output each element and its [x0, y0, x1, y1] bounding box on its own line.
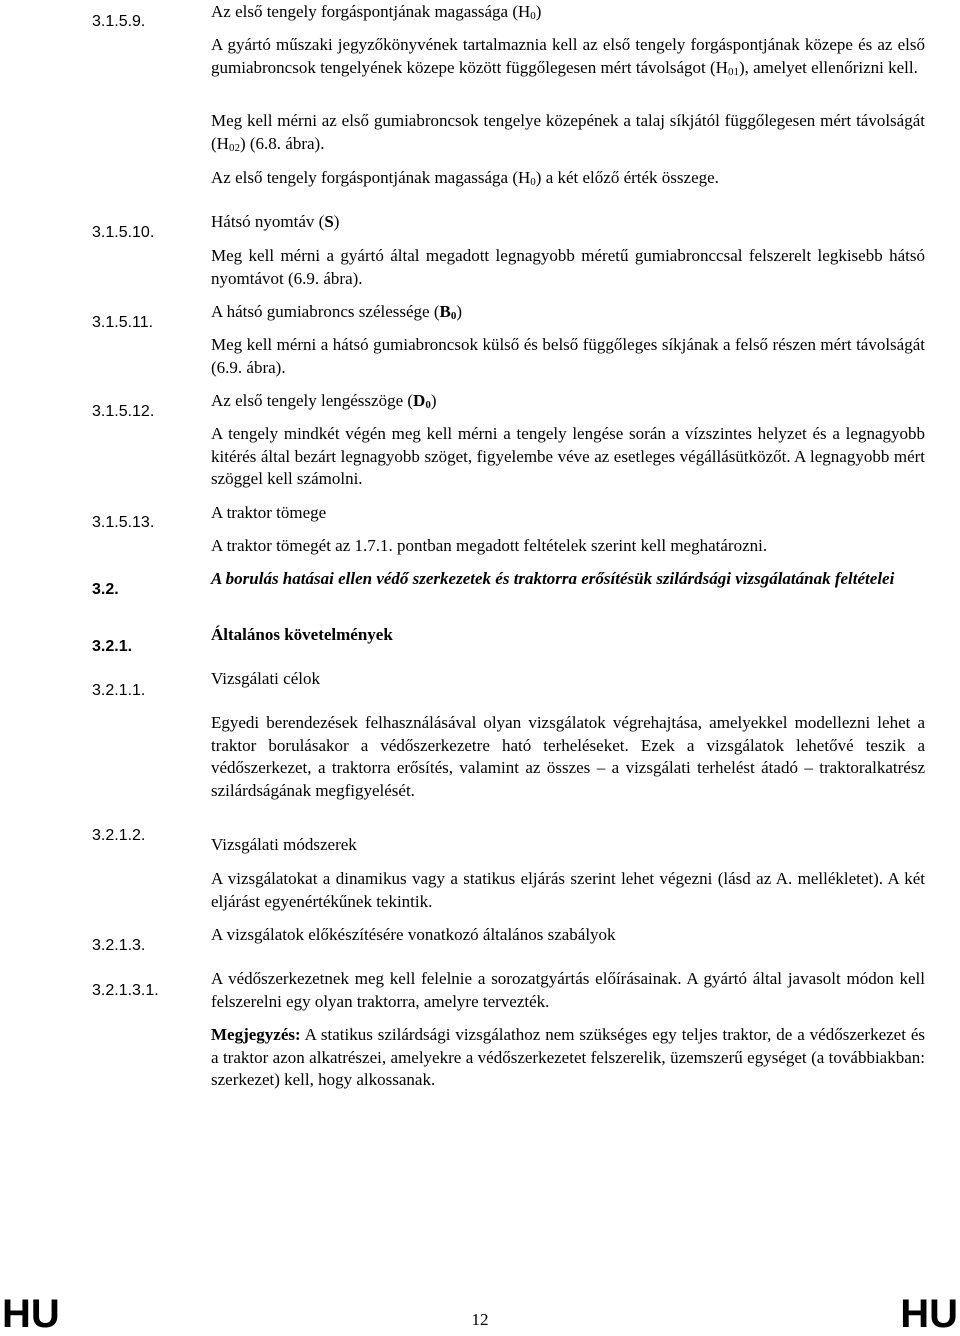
section-number: 3.1.5.9. [92, 13, 146, 30]
footer-lang-right: HU [900, 1292, 958, 1336]
page-number: 12 [471, 1310, 489, 1329]
paragraph-track: Meg kell mérni a gyártó által megadott legnagyobb méretű gumiabronccsal felszerelt legkisebb hátsó nyomtávot (6.9. ábra). [211, 246, 925, 288]
section-number: 3.1.5.11. [92, 314, 154, 331]
section-heading-preparation: A vizsgálatok előkészítésére vonatkozó általános szabályok [211, 925, 616, 944]
note-label: Megjegyzés: [211, 1025, 301, 1044]
section-heading-rops-tests: A borulás hatásai ellen védő szerkezetek és traktorra erősítésük szilárdsági vizsgálatának feltételei [211, 569, 895, 588]
section-number: 3.1.5.12. [92, 403, 155, 420]
paragraph-mass: A traktor tömegét az 1.7.1. pontban megadott feltételek szerint kell meghatározni. [211, 536, 768, 555]
section-number: 3.2.1. [92, 638, 133, 655]
paragraph-h0-measure: Meg kell mérni az első gumiabroncsok tengelye közepének a talaj síkjától függőlegesen mért távolságát $(H_{02})$ (6.8. ábra). [211, 111, 925, 154]
paragraph-h0-report: A gyártó műszaki jegyzőkönyvének tartalmaznia kell az első tengely forgáspontjának közepe és az első gumiabroncsok tengelyének közepe között függőlegesen mért távolságot $(H_{01})$, amelyet ellenőrizni kell. [211, 35, 925, 78]
section-number: 3.2.1.3.1. [92, 982, 159, 999]
paragraph-axle-angle: A tengely mindkét végén meg kell mérni a tengely lengése során a vízszintes helyzet és a legnagyobb kitérés által bezárt legnagyobb szöget, figyelembe véve az esetleges végállásütközőt. A legnagyobb mért szöggel kell számolni. [211, 424, 925, 488]
section-heading-general: Általános követelmények [211, 625, 393, 644]
section-number: 3.2.1.2. [92, 827, 146, 844]
section-number: 3.1.5.10. [92, 224, 155, 241]
section-number: 3.2. [92, 581, 119, 598]
paragraph-preparation: A védőszerkezetnek meg kell felelnie a sorozatgyártás előírásainak. A gyártó által javasolt módon kell felszerelni egy olyan traktorra, amelyre tervezték. [211, 969, 925, 1011]
paragraph-objectives: Egyedi berendezések felhasználásával olyan vizsgálatok végrehajtása, amelyekkel modellezni lehet a traktor borulásakor a védőszerkezetre ható terheléseket. Ezek a vizsgálatok lehetővé teszik a védőszerkezet, a traktorra erősítés, valamint az összes – a vizsgálati terhelést átadó – traktoralkatrész szilárdságának megfigyelését. [211, 713, 925, 800]
section-heading-methods: Vizsgálati módszerek [211, 835, 357, 854]
paragraph-methods: A vizsgálatokat a dinamikus vagy a statikus eljárás szerint lehet végezni (lásd az A. mellékletet). A két eljárást egyenértékűnek tekintik. [211, 869, 925, 911]
paragraph-h0-sum: Az első tengely forgáspontjának magassága $(H_0)$ a két előző érték összege. [211, 168, 719, 188]
paragraph-note: Megjegyzés: A statikus szilárdsági vizsgálathoz nem szükséges egy teljes traktor, de a védőszerkezet és a traktor azon alkatrészei, amelyekre a védőszerkezetet felszerelik, üzemszerű egységet (a továbbiakban: szerkezet) kell, hogy alkossanak. [211, 1025, 925, 1089]
section-heading-objectives: Vizsgálati célok [211, 669, 320, 688]
section-number: 3.2.1.1. [92, 682, 146, 699]
section-heading-track: Hátsó nyomtáv (S) [211, 212, 340, 231]
section-number: 3.2.1.3. [92, 937, 146, 954]
section-number: 3.1.5.13. [92, 514, 155, 531]
section-heading-tyre-width: A hátsó gumiabroncs szélessége $(B_0)$ [211, 302, 463, 322]
section-heading-h0: Az első tengely forgáspontjának magassága $(H_0)$ [211, 2, 542, 22]
section-heading-axle-angle: Az első tengely lengésszöge $(D_0)$ [211, 391, 437, 411]
footer-lang-left: HU [2, 1292, 60, 1336]
section-heading-mass: A traktor tömege [211, 503, 327, 522]
paragraph-tyre-width: Meg kell mérni a hátsó gumiabroncsok külső és belső függőleges síkjának a felső részen mért távolságát (6.9. ábra). [211, 335, 925, 377]
